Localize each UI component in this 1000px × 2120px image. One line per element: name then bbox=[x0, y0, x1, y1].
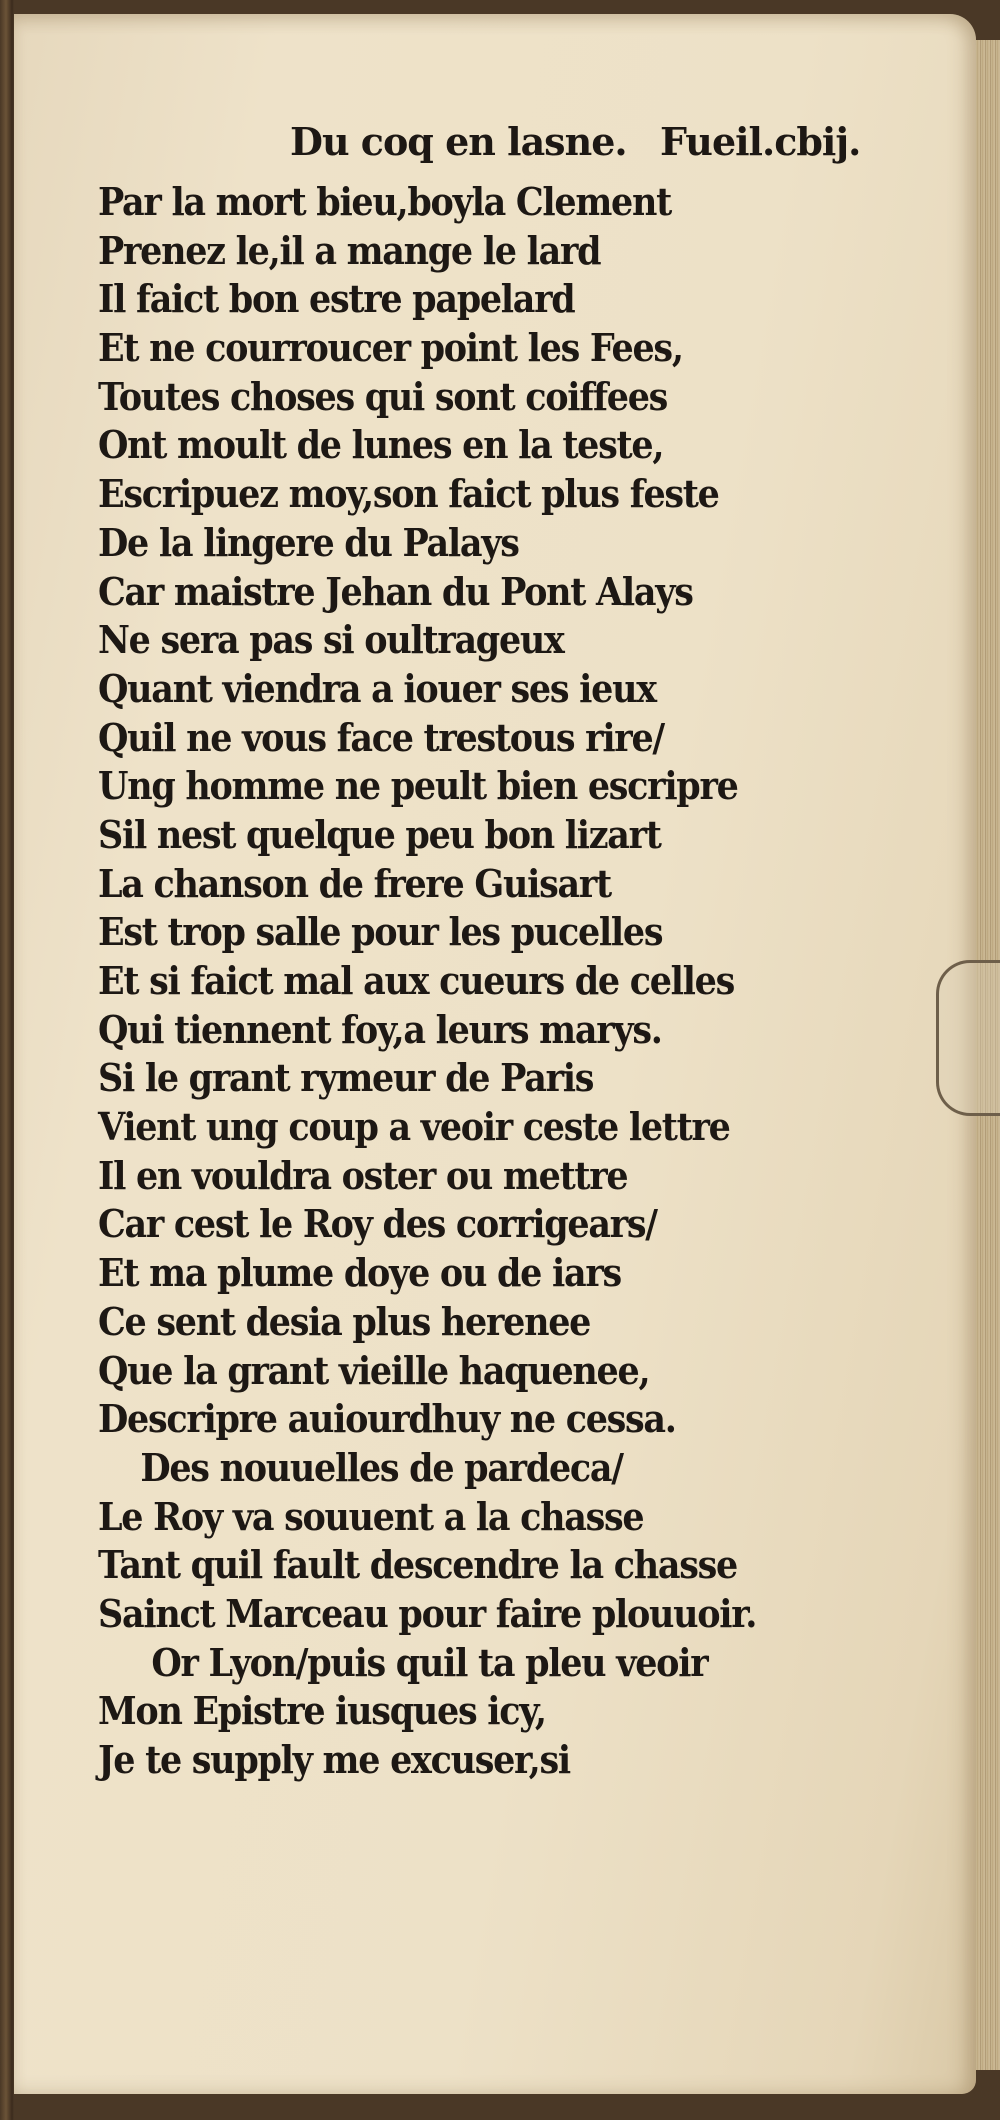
verse-line: Sil nest quelque peu bon lizart bbox=[98, 811, 661, 857]
verse-line: Ont moult de lunes en la teste, bbox=[98, 422, 664, 468]
verse-line: Des nouuelles de pardeca/ bbox=[140, 1444, 623, 1490]
verse-line: Ne sera pas si oultrageux bbox=[98, 617, 564, 663]
verse-line: Et si faict mal aux cueurs de celles bbox=[98, 958, 735, 1003]
verse-line: Car maistre Jehan du Pont Alays bbox=[98, 568, 693, 614]
verse-line: Tant quil fault descendre la chasse bbox=[98, 1542, 737, 1588]
verse-line: Ce sent desia plus herenee bbox=[98, 1298, 591, 1344]
verse-list bbox=[98, 178, 918, 1785]
verse-line: Prenez le,il a mange le lard bbox=[98, 227, 601, 273]
verse-line: De la lingere du Palays bbox=[98, 519, 519, 565]
running-head bbox=[290, 112, 870, 172]
folio-number: Fueil.cbij. bbox=[660, 119, 861, 164]
verse-line: Qui tiennent foy,a leurs marys. bbox=[98, 1006, 662, 1052]
verse-line: La chanson de frere Guisart bbox=[98, 860, 611, 906]
verse-line: Quil ne vous face trestous rire/ bbox=[98, 714, 664, 760]
verse-line: Mon Epistre iusques icy, bbox=[98, 1688, 546, 1734]
verse-line: Que la grant vieille haquenee, bbox=[98, 1347, 650, 1393]
verse-line: Le Roy va souuent a la chasse bbox=[98, 1493, 644, 1539]
verse-line: Il faict bon estre papelard bbox=[98, 276, 575, 322]
verse-line: Vient ung coup a veoir ceste lettre bbox=[98, 1104, 730, 1150]
verse-line: Sainct Marceau pour faire plouuoir. bbox=[98, 1590, 757, 1636]
verse-line: Escripuez moy,son faict plus feste bbox=[98, 471, 719, 517]
verse-line: Quant viendra a iouer ses ieux bbox=[98, 665, 656, 711]
verse-line: Et ma plume doye ou de iars bbox=[98, 1250, 621, 1296]
verse-line: Descripre auiourdhuy ne cessa. bbox=[98, 1396, 676, 1442]
verse-line: Je te supply me excuser,si bbox=[98, 1737, 570, 1782]
verse-line: Toutes choses qui sont coiffees bbox=[98, 373, 668, 419]
verse-line: Car cest le Roy des corrigears/ bbox=[98, 1201, 657, 1247]
verse-line: Par la mort bieu,boyla Clement bbox=[98, 179, 672, 224]
verse-line: Ung homme ne peult bien escripre bbox=[98, 763, 738, 809]
verse-line: Et ne courroucer point les Fees, bbox=[98, 325, 683, 371]
verse-line: Si le grant rymeur de Paris bbox=[98, 1055, 594, 1101]
verse-line: Il en vouldra oster ou mettre bbox=[98, 1152, 628, 1198]
verse-line: Est trop salle pour les pucelles bbox=[98, 909, 663, 955]
running-title: Du coq en lasne. bbox=[290, 119, 627, 164]
verse-line: Or Lyon/puis quil ta pleu veoir bbox=[151, 1639, 708, 1685]
page-clip bbox=[936, 960, 1000, 1116]
